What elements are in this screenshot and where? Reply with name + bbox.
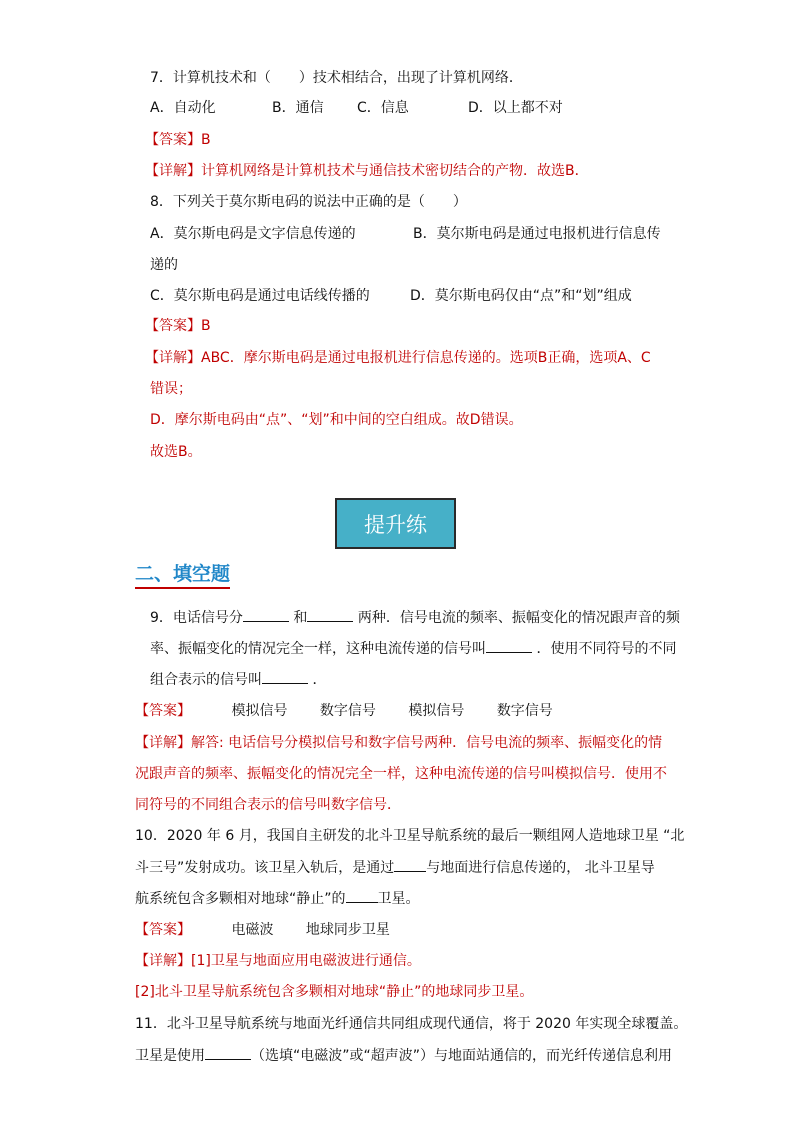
q7-option-a: A．自动化	[150, 100, 216, 116]
answer-value: B	[201, 132, 211, 148]
q8-answer	[145, 316, 211, 336]
detail-tag: 【详解】	[145, 163, 201, 179]
q11-text: （选填“电磁波”或“超声波”）与地面站通信的，而光纤传递信息利用	[251, 1048, 673, 1064]
q8-option-b: B．莫尔斯电码是通过电报机进行信息传	[413, 226, 661, 242]
q9-text: ．	[312, 672, 327, 688]
q7-stem: 7．计算机技术和（ ）技术相结合，出现了计算机网络．	[150, 70, 523, 86]
answer-value: B	[201, 318, 211, 334]
detail-tag: 【详解】	[135, 953, 191, 969]
q9-detail-3: 同符号的不同组合表示的信号叫数字信号．	[135, 797, 401, 813]
q10-detail-1	[135, 951, 421, 971]
q10-detail-2: [2]北斗卫星导航系统包含多颗相对地球“静止”的地球同步卫星。	[135, 984, 534, 1000]
q9-detail-2: 况跟声音的频率、振幅变化的情况完全一样，这种电流传递的信号叫模拟信号．使用不	[135, 766, 667, 782]
q8-detail-4: 故选B。	[150, 444, 202, 460]
answer-value: 模拟信号	[231, 703, 288, 719]
q8-detail-3: D．摩尔斯电码由“点”、“划”和中间的空白组成。故D错误。	[150, 412, 523, 428]
q9-text: 率、振幅变化的情况完全一样，这种电流传递的信号叫	[150, 641, 486, 657]
q9-text: 9．电话信号分	[150, 610, 243, 626]
q9-line-2	[150, 638, 676, 659]
answer-value: 数字信号	[496, 703, 553, 719]
answer-value: 电磁波	[231, 922, 274, 938]
answer-tag: 【答案】	[135, 703, 191, 719]
answer-tag: 【答案】	[145, 132, 201, 148]
q7-detail	[145, 161, 589, 181]
q10-blank-2[interactable]	[346, 888, 378, 903]
q8-option-b-cont: 递的	[150, 257, 178, 273]
q10-line-3	[135, 888, 420, 909]
answer-value: 地球同步卫星	[305, 922, 390, 938]
q8-option-c: C．莫尔斯电码是通过电话线传播的	[150, 288, 370, 304]
q8-detail-2: 错误；	[150, 381, 192, 397]
detail-text: [1]卫星与地面应用电磁波进行通信。	[191, 953, 421, 969]
q9-text: 组合表示的信号叫	[150, 672, 262, 688]
q7-option-c: C．信息	[357, 100, 409, 116]
q9-answer	[135, 701, 553, 721]
q9-detail-1	[135, 733, 662, 753]
q10-blank-1[interactable]	[394, 857, 426, 872]
answer-value: 数字信号	[319, 703, 376, 719]
q9-line-1	[150, 607, 680, 628]
q7-answer	[145, 130, 211, 150]
q8-option-a: A．莫尔斯电码是文字信息传递的	[150, 226, 356, 242]
q8-detail-1	[145, 348, 651, 368]
detail-tag: 【详解】	[145, 350, 201, 366]
q9-blank-1[interactable]	[243, 607, 289, 622]
detail-tag: 【详解】	[135, 735, 191, 751]
q10-text: 与地面进行信息传递的， 北斗卫星导	[426, 860, 655, 876]
answer-value: 模拟信号	[408, 703, 465, 719]
q11-line-2	[135, 1045, 672, 1066]
q8-option-d: D．莫尔斯电码仅由“点”和“划”组成	[410, 288, 632, 304]
q10-line-2	[135, 857, 655, 878]
q10-text: 卫星。	[377, 891, 420, 907]
section-title: 二、填空题	[135, 562, 230, 589]
level-up-practice-banner: 提升练	[335, 498, 456, 549]
q7-option-d: D．以上都不对	[468, 100, 563, 116]
answer-tag: 【答案】	[135, 922, 191, 938]
q9-blank-4[interactable]	[262, 669, 308, 684]
detail-text: 解答: 电话信号分模拟信号和数字信号两种．信号电流的频率、振幅变化的情	[191, 735, 663, 751]
q9-text: ．使用不同符号的不同	[536, 641, 677, 657]
q11-blank-1[interactable]	[205, 1045, 251, 1060]
q9-blank-2[interactable]	[307, 607, 353, 622]
q10-text: 航系统包含多颗相对地球“静止”的	[135, 891, 346, 907]
q9-text: 和	[293, 610, 308, 626]
q9-line-3	[150, 669, 326, 690]
q10-line-1: 10．2020 年 6 月，我国自主研发的北斗卫星导航系统的最后一颗组网人造地球卫星 “北	[135, 828, 685, 844]
detail-text: ABC．摩尔斯电码是通过电报机进行信息传递的。选项B正确，选项A、C	[201, 350, 651, 366]
detail-text: 计算机网络是计算机技术与通信技术密切结合的产物．故选B．	[201, 163, 589, 179]
q9-text: 两种．信号电流的频率、振幅变化的情况跟声音的频	[357, 610, 680, 626]
q11-text: 卫星是使用	[135, 1048, 205, 1064]
q8-stem: 8．下列关于莫尔斯电码的说法中正确的是（ ）	[150, 194, 467, 210]
q9-blank-3[interactable]	[486, 638, 532, 653]
q10-text: 斗三号”发射成功。该卫星入轨后，是通过	[135, 860, 395, 876]
q11-line-1: 11．北斗卫星导航系统与地面光纤通信共同组成现代通信，将于 2020 年实现全球覆盖。	[135, 1016, 688, 1032]
answer-tag: 【答案】	[145, 318, 201, 334]
q10-answer	[135, 920, 390, 940]
q7-option-b: B．通信	[272, 100, 324, 116]
